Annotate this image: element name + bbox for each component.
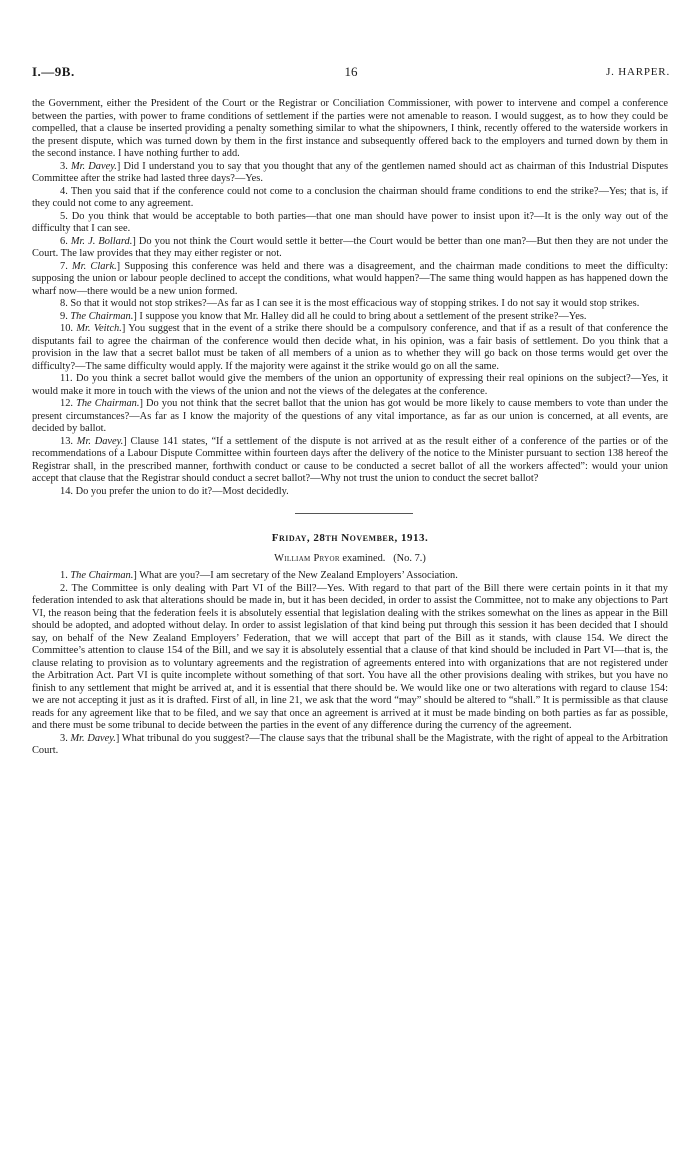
question-number: 5.: [60, 210, 68, 222]
witness-name: William Pryor: [274, 552, 340, 564]
witness-examined: examined.: [342, 552, 386, 564]
question-answer-text: Did I understand you to say that you thought that any of the gentlemen named should act as chairman of this Industrial Disputes Committee after the strike had lasted three days?—Yes.: [32, 160, 668, 184]
question-paragraph: [32, 211, 668, 236]
witness-running-head: J. HARPER.: [606, 66, 670, 78]
continued-paragraph: the Government, either the President of the Court or the Registrar or Conciliation Commissioner, with power to intervene and compel a conference between the parties, with power to frame conditions of settlement if the parties were not amenable to reason. I would suggest, as to how they could be compelled, that a clause be inserted providing a penalty something similar to what the shipowners, I think, recently offered to the waterside workers in the present dispute, which was turned down by them in the first instance and subsequently offered back to the employers and turned down by them in the second instance. I have nothing further to add.: [32, 98, 668, 159]
question-number: 4.: [60, 185, 68, 197]
evidence-questions-part-2: [32, 570, 668, 758]
question-answer-text: What are you?—I am secretary of the New Zealand Employers’ Association.: [139, 570, 458, 581]
question-number: 7.: [60, 260, 68, 272]
question-paragraph: [32, 373, 668, 398]
question-number: 12.: [60, 398, 73, 409]
questioner-name: Mr. Clark.: [72, 260, 117, 272]
question-answer-text: Supposing this conference was held and there was a disagreement, and the chairman made conditions to meet the difficulty: supposing the union or labour people declined to accept the conditions, what would happen?—The same thing would happen as has happened down the wharf now—there would be a new union formed.: [32, 260, 668, 297]
question-paragraph: 7. Mr. Clark.] Supposing this conference was held and there was a disagreement, and the chairman made conditions to meet the difficulty: supposing the union or labour people declined to accept the conditions, what would happen?—The same thing would happen as has happened down the wharf now—there would be a new union formed.: [32, 260, 668, 297]
question-number: 6.: [60, 235, 68, 247]
witness-heading: [32, 553, 668, 566]
question-answer-text: Do you think that would be acceptable to both parties—that one man should have power to insist upon it?—It is the only way out of the difficulty that I can see.: [32, 210, 668, 234]
evidence-questions-part-1: [32, 161, 668, 499]
question-answer-text: I suppose you know that Mr. Halley did all he could to bring about a settlement of the present strike?—Yes.: [139, 310, 587, 322]
questioner-name: Mr. Davey.: [76, 435, 124, 447]
question-paragraph: [32, 298, 668, 311]
question-paragraph: 12. The Chairman.] Do you not think that the secret ballot that the union has got would be more likely to cause members to vote than under the present circumstances?—As far as I know the majority of the questions of any vital importance, as far as our union is concerned, at all events, are decided by ballot.: [32, 398, 668, 434]
question-paragraph: [32, 486, 668, 499]
question-number: 1.: [60, 570, 68, 581]
page-header: [32, 66, 670, 84]
questioner-name: Mr. Davey.: [70, 732, 116, 744]
question-paragraph: 9. The Chairman.] I suppose you know that Mr. Halley did all he could to bring about a settlement of the present strike?—Yes.: [60, 310, 587, 322]
question-number: 13.: [60, 435, 73, 447]
question-answer-text: Do you not think the Court would settle it better—the Court would be better than one man?—But then they are not under the Court. The law provides that they may either register or not.: [32, 235, 669, 259]
questioner-name: The Chairman.: [70, 570, 134, 581]
question-number: 10.: [60, 323, 73, 334]
question-paragraph: [32, 583, 668, 733]
question-paragraph: 1. The Chairman.] What are you?—I am secretary of the New Zealand Employers’ Association.: [60, 570, 458, 581]
question-paragraph: 10. Mr. Veitch.] You suggest that in the event of a strike there should be a compulsory conference, and that if as a result of that conference the disputants fail to agree the chairman of the conference would then decide what, in his opinion, was a fair basis of settlement. Do you think that a provision in the law that a secret ballot must be taken of all members of a union as to whether they will go back on those terms would get over the difficulty?—The same difficulty would apply. If the majority were against it the strike would go on all the same.: [32, 323, 668, 372]
question-answer-text: Then you said that if the conference could not come to a conclusion the chairman should frame conditions to end the strike?—Yes; that is, if they could not come to any agreement.: [32, 185, 668, 209]
questioner-name: Mr. J. Bollard.: [70, 235, 133, 247]
questioner-name: The Chairman.: [70, 310, 134, 322]
question-number: 9.: [60, 310, 68, 322]
section-divider: [32, 498, 668, 532]
question-paragraph: 3. Mr. Davey.] Did I understand you to say that you thought that any of the gentlemen named should act as chairman of this Industrial Disputes Committee after the strike had lasted three days?—Yes.: [32, 160, 668, 184]
question-answer-text: Do you not think that the secret ballot that the union has got would be more likely to cause members to vote than under the present circumstances?—As far as I know the majority of the questions of any vital importance, as far as our union is concerned, at all events, are decided by ballot.: [32, 398, 668, 434]
question-answer-text: What tribunal do you suggest?—The clause says that the tribunal shall be the Magistrate, with the right of appeal to the Arbitration Court.: [32, 732, 669, 756]
witness-number: (No. 7.): [393, 552, 426, 564]
session-date: Friday, 28th November, 1913.: [271, 532, 429, 544]
question-number: 3.: [60, 160, 68, 172]
question-paragraph: 13. Mr. Davey.] Clause 141 states, “If a settlement of the dispute is not arrived at as the result either of a conference of the parties or of the recommendations of a Labour Dispute Committee within fourteen days after the delivery of the notice to the Minister pursuant to section 138 hereof the Registrar shall, in the prescribed manner, forthwith conduct or cause to be conducted a secret ballot of all the workers affected”: would your union accept that clause that the Registrar should conduct a secret ballot?—Why not trust the union to conduct the secret ballot?: [32, 435, 668, 484]
question-paragraph: 3. Mr. Davey.] What tribunal do you suggest?—The clause says that the tribunal shall be the Magistrate, with the right of appeal to the Arbitration Court.: [32, 732, 669, 756]
questioner-name: Mr. Veitch.: [76, 323, 122, 334]
question-answer-text: So that it would not stop strikes?—As far as I can see it is the most efficacious way of stopping strikes. I do not say it would stop strikes.: [70, 298, 640, 309]
question-paragraph: 6. Mr. J. Bollard.] Do you not think the Court would settle it better—the Court would be better than one man?—But then they are not under the Court. The law provides that they may either register or not.: [32, 235, 669, 259]
question-number: 14.: [60, 485, 73, 497]
paper-reference: I.—9B.: [32, 64, 75, 79]
question-answer-text: The Committee is only dealing with Part VI of the Bill?—Yes. With regard to that part of the Bill there were certain points in it that my federation intended to ask that alterations should be made in, but it has been decided, in order to assist the Committee, not to make any objections to Part VI, the reason being that the federation feels it is absolutely essential that legislation dealing with the strikes somewhat on the lines as appear in the Bill should be adopted, and adopted without delay. In order to assist legislation of that kind being put through this session it has been decided that I should say, on behalf of the New Zealand Employers’ Federation, that we will accept that part of the Bill as it stands, with clause 154. We direct the Committee’s attention to clause 154 of the Bill, and we say it is absolutely essential that a clause of that kind should be included in Part VI—that is, the clause relating to provision as to voluntary agreements and the registration of agreements entered into with organizations that are not registered under the Arbitration Act. Part VI is quite incomplete without something of that sort. You have all the other provisions dealing with strikes, but you have no finish to any settlement that might be arrived at, and it is essential that there should be. We would like one or two alterations with regard to clause 154: we are not accepting it just as it is drafted. First of all, in line 21, we ask that the word “may” should be altered to “shall.” It is permissible as that clause reads for any agreement like that to be filed, and we say that once an agreement is arrived at it must be made binding on both parties as far as possible, and there must be some tribunal to decide between the parties in the event of any difference during the currency of the agreement.: [32, 582, 668, 731]
question-answer-text: You suggest that in the event of a strike there should be a compulsory conference, and that if as a result of that conference the disputants fail to agree the chairman of the conference would then decide what, in his opinion, was a fair basis of settlement. Do you think that a provision in the law that a secret ballot must be taken of all members of a union as to whether they will go back on those terms would get over the difficulty?—The same difficulty would apply. If the majority were against it the strike would go on all the same.: [32, 323, 668, 372]
question-number: 2.: [60, 582, 68, 594]
question-answer-text: Do you prefer the union to do it?—Most decidedly.: [75, 485, 289, 497]
document-body: [32, 98, 668, 758]
question-number: 8.: [60, 298, 68, 309]
questioner-name: Mr. Davey.: [70, 160, 117, 172]
question-number: 3.: [60, 732, 68, 744]
page-number: 16: [344, 64, 358, 79]
question-number: 11.: [60, 373, 73, 384]
divider-rule: [295, 513, 413, 514]
question-paragraph: [32, 186, 668, 211]
question-answer-text: Do you think a secret ballot would give the members of the union an opportunity of expressing their real opinions on the subject?—Yes, it would make it more in touch with the views of the union and not the views of the delegates at the conference.: [32, 373, 668, 397]
question-answer-text: Clause 141 states, “If a settlement of the dispute is not arrived at as the result either of a conference of the parties or of the recommendations of a Labour Dispute Committee within fourteen days after the delivery of the notice to the Minister pursuant to section 138 hereof the Registrar shall, in the prescribed manner, forthwith conduct or cause to be conducted a secret ballot of all the workers affected”: would your union accept that clause that the Registrar should conduct a secret ballot?—Why not trust the union to conduct the secret ballot?: [32, 435, 668, 484]
questioner-name: The Chairman.: [76, 398, 140, 409]
